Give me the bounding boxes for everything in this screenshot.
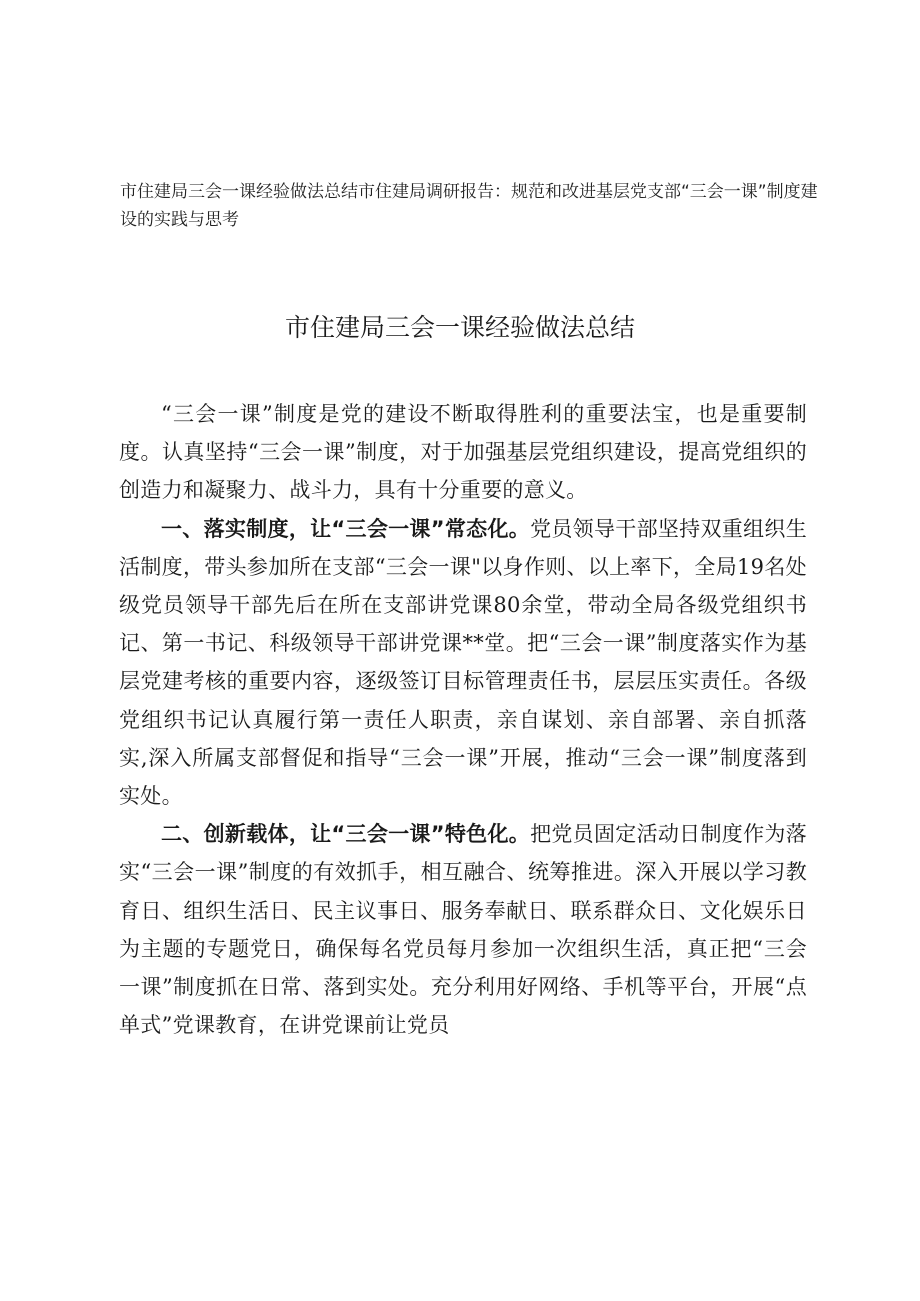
document-body [119, 395, 807, 1044]
paragraph-text: 党员领导干部坚持双重组织生活制度，带头参加所在支部“三会一课"以身作则、以上率下，全局19名处级党员领导干部先后在所在支部讲党课80余堂，带动全局各级党组织书记、第一书记、科级领导干部讲党课**堂。把“三会一课”制度落实作为基层党建考核的重要内容，逐级签订目标管理责任书，层层压实责任。各级党组织书记认真履行第一责任人职责，亲自谋划、亲自部署、亲自抓落实,深入所属支部督促和指导“三会一课”开展，推动“三会一课”制度落到实处。 [119, 516, 807, 809]
document-header: 市住建局三会一课经验做法总结市住建局调研报告：规范和改进基层党支部“三会一课”制度建设的实践与思考 [120, 182, 818, 230]
section-one-paragraph [119, 510, 807, 816]
section-heading: 二、创新载体，让“三会一课”特色化。 [161, 822, 531, 847]
intro-paragraph [119, 395, 807, 510]
paragraph-text: “三会一课”制度是党的建设不断取得胜利的重要法宝，也是重要制度。认真坚持“三会一课”制度，对于加强基层党组织建设，提高党组织的创造力和凝聚力、战斗力，具有十分重要的意义。 [119, 402, 807, 503]
section-two-paragraph [119, 815, 807, 1044]
document-title: 市住建局三会一课经验做法总结 [284, 313, 635, 342]
paragraph-text: 把党员固定活动日制度作为落实“三会一课”制度的有效抓手，相互融合、统筹推进。深入开展以学习教育日、组织生活日、民主议事日、服务奉献日、联系群众日、文化娱乐日为主题的专题党日，确保每名党员每月参加一次组织生活，真正把“三会一课”制度抓在日常、落到实处。充分利用好网络、手机等平台，开展“点单式”党课教育，在讲党课前让党员 [119, 822, 807, 1038]
section-heading: 一、落实制度，让“三会一课”常态化。 [161, 516, 531, 541]
